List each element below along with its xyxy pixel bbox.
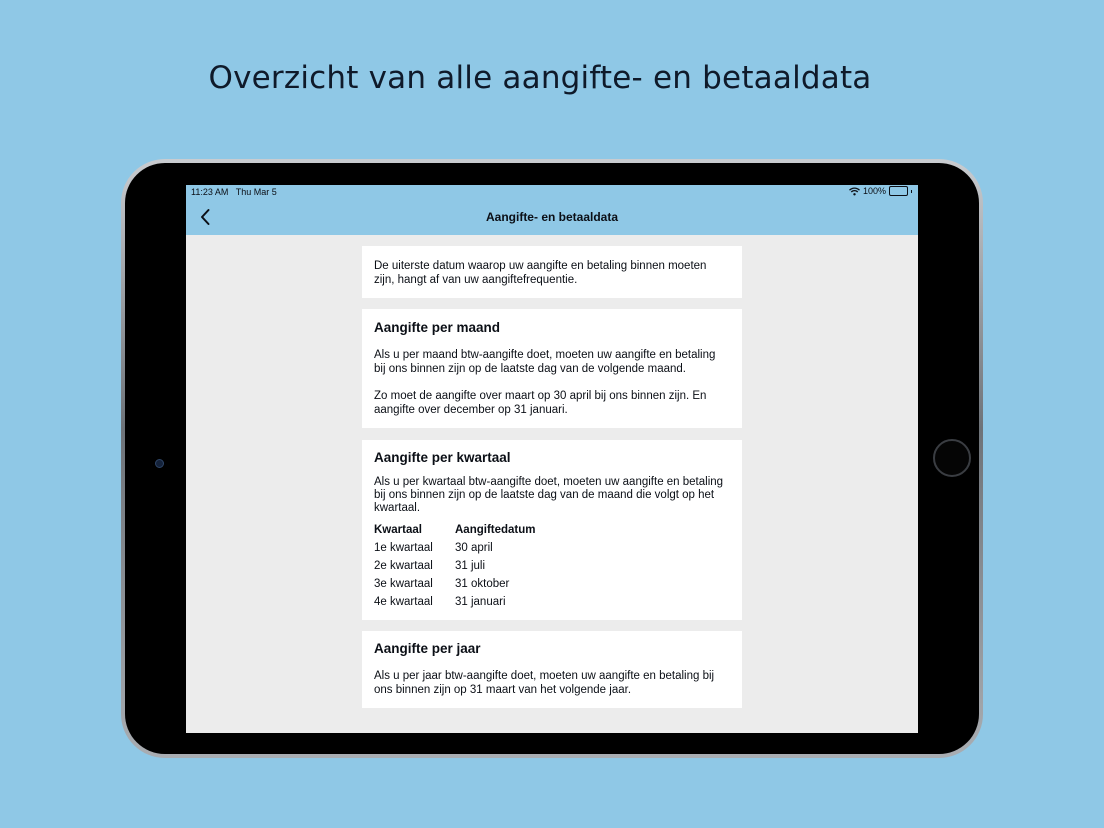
- status-date: Thu Mar 5: [235, 187, 277, 197]
- table-cell-date: 31 januari: [455, 596, 506, 608]
- battery-tip: [911, 190, 912, 193]
- quarterly-text: Als u per kwartaal btw-aangifte doet, moeten uw aangifte en betaling bij ons binnen zijn op de laatste dag van de maand die volgt op het kwartaal.: [374, 476, 724, 514]
- page-title: Aangifte- en betaaldata: [485, 210, 619, 224]
- table-cell-quarter: 3e kwartaal: [374, 578, 433, 590]
- table-row: [374, 593, 536, 611]
- camera-icon: [155, 459, 164, 468]
- table-row: [374, 575, 536, 593]
- status-time: [191, 187, 277, 197]
- intro-text: De uiterste datum waarop uw aangifte en betaling binnen moeten zijn, hangt af van uw aangiftefrequentie.: [374, 260, 707, 286]
- yearly-card: [362, 631, 742, 708]
- navigation-bar: [186, 199, 918, 235]
- home-button[interactable]: [933, 439, 971, 477]
- monthly-card: [362, 309, 742, 428]
- table-header-row: [374, 521, 536, 539]
- table-cell-date: 31 juli: [455, 560, 486, 572]
- status-clock: 11:23 AM: [191, 187, 229, 197]
- table-cell-quarter: 2e kwartaal: [374, 560, 433, 572]
- marketing-headline: Overzicht van alle aangifte- en betaaldata: [208, 60, 872, 96]
- table-row: [374, 557, 536, 575]
- monthly-text-2: Zo moet de aangifte over maart op 30 april bij ons binnen zijn. En aangifte over december op 31 januari.: [374, 390, 707, 416]
- table-header-quarter: Kwartaal: [374, 524, 422, 536]
- yearly-text: Als u per jaar btw-aangifte doet, moeten uw aangifte en betaling bij ons binnen zijn op 31 maart van het volgende jaar.: [374, 670, 715, 696]
- status-indicators: [849, 186, 912, 196]
- table-cell-quarter: 1e kwartaal: [374, 542, 433, 554]
- battery-percent: 100%: [862, 186, 886, 196]
- wifi-icon: [849, 187, 860, 196]
- table-cell-date: 30 april: [455, 542, 493, 554]
- table-cell-quarter: 4e kwartaal: [374, 596, 433, 608]
- intro-card: [362, 246, 742, 298]
- status-bar: [186, 185, 918, 199]
- table-row: [374, 539, 536, 557]
- quarterly-table: [374, 521, 536, 611]
- table-header-date: Aangiftedatum: [455, 524, 536, 536]
- quarterly-card: [362, 440, 742, 620]
- quarterly-title: Aangifte per kwartaal: [374, 450, 511, 465]
- app-screen: [186, 185, 918, 733]
- yearly-title: Aangifte per jaar: [374, 641, 481, 656]
- monthly-title: Aangifte per maand: [374, 320, 501, 335]
- table-cell-date: 31 oktober: [455, 578, 510, 590]
- monthly-text-1: Als u per maand btw-aangifte doet, moeten uw aangifte en betaling bij ons binnen zijn op de laatste dag van de volgende maand.: [374, 349, 716, 375]
- battery-icon: [889, 186, 908, 196]
